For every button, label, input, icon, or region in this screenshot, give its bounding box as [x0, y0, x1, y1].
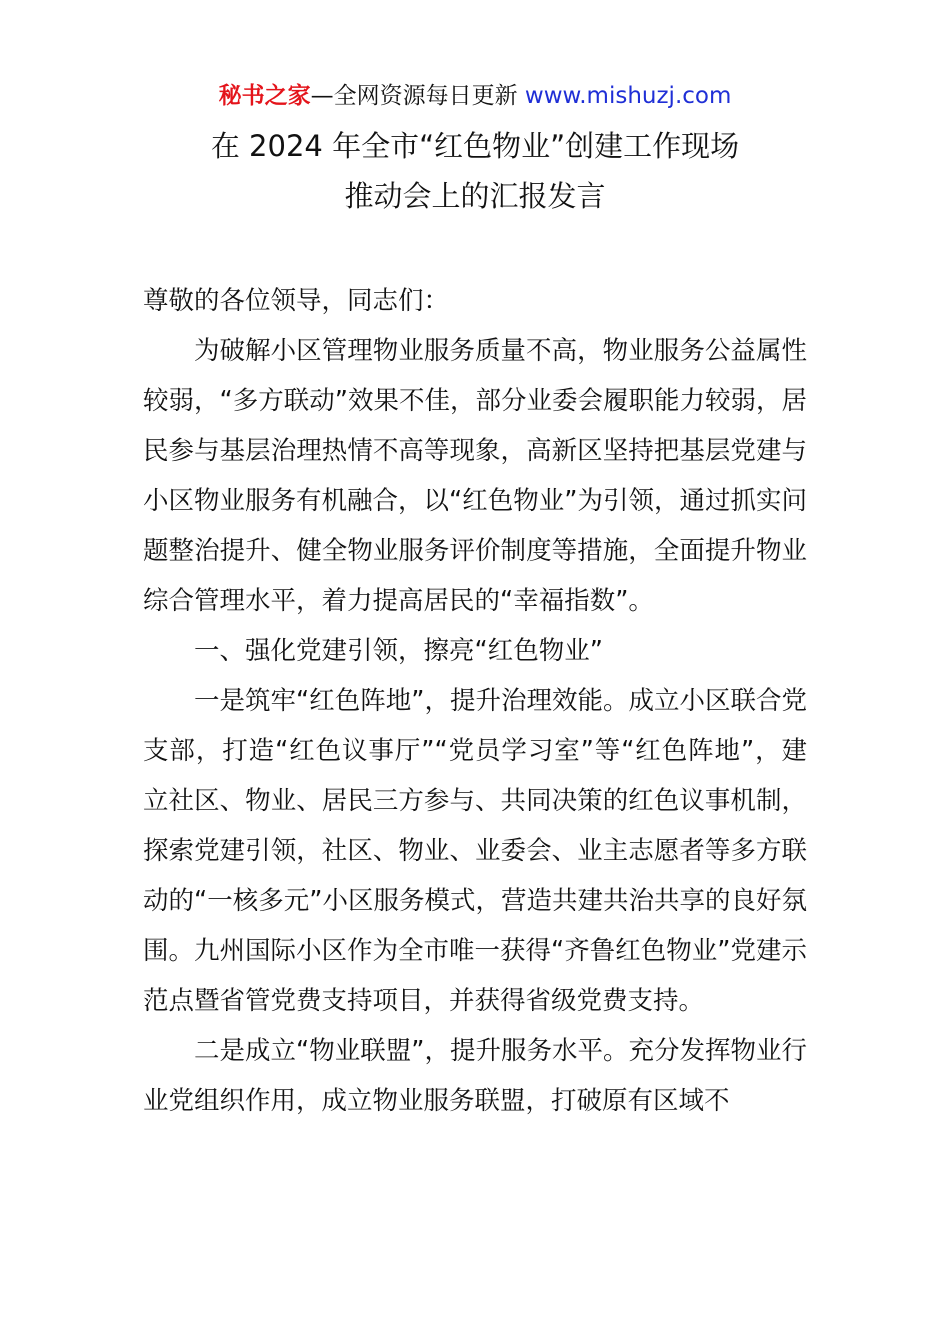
site-url[interactable]: www.mishuzj.com: [524, 83, 732, 109]
document-body: [143, 276, 807, 1126]
paragraph-2: 二是成立“物业联盟”，提升服务水平。充分发挥物业行业党组织作用，成立物业服务联盟，打破原有区域不: [143, 1036, 807, 1116]
site-tagline: —全网资源每日更新: [310, 83, 525, 109]
salutation: 尊敬的各位领导，同志们：: [143, 286, 450, 316]
site-header: [0, 80, 950, 112]
paragraph-1: 一是筑牢“红色阵地”，提升治理效能。成立小区联合党支部，打造“红色议事厅”“党员学习室”等“红色阵地”，建立社区、物业、居民三方参与、共同决策的红色议事机制，探索党建引领，社区、物业、业委会、业主志愿者等多方联动的“一核多元”小区服务模式，营造共建共治共享的良好氛围。九州国际小区作为全市唯一获得“齐鲁红色物业”党建示范点暨省管党费支持项目，并获得省级党费支持。: [143, 686, 807, 1016]
section-heading-1: 一、强化党建引领，擦亮“红色物业”: [194, 636, 603, 666]
document-title-line-2: 推动会上的汇报发言: [344, 179, 606, 213]
document-title-line-1: 在 2024 年全市“红色物业”创建工作现场: [210, 129, 740, 163]
site-brand: 秘书之家: [218, 83, 311, 109]
intro-paragraph: 为破解小区管理物业服务质量不高，物业服务公益属性较弱，“多方联动”效果不佳，部分业委会履职能力较弱，居民参与基层治理热情不高等现象，高新区坚持把基层党建与小区物业服务有机融合，以“红色物业”为引领，通过抓实问题整治提升、健全物业服务评价制度等措施，全面提升物业综合管理水平，着力提高居民的“幸福指数”。: [143, 336, 807, 616]
